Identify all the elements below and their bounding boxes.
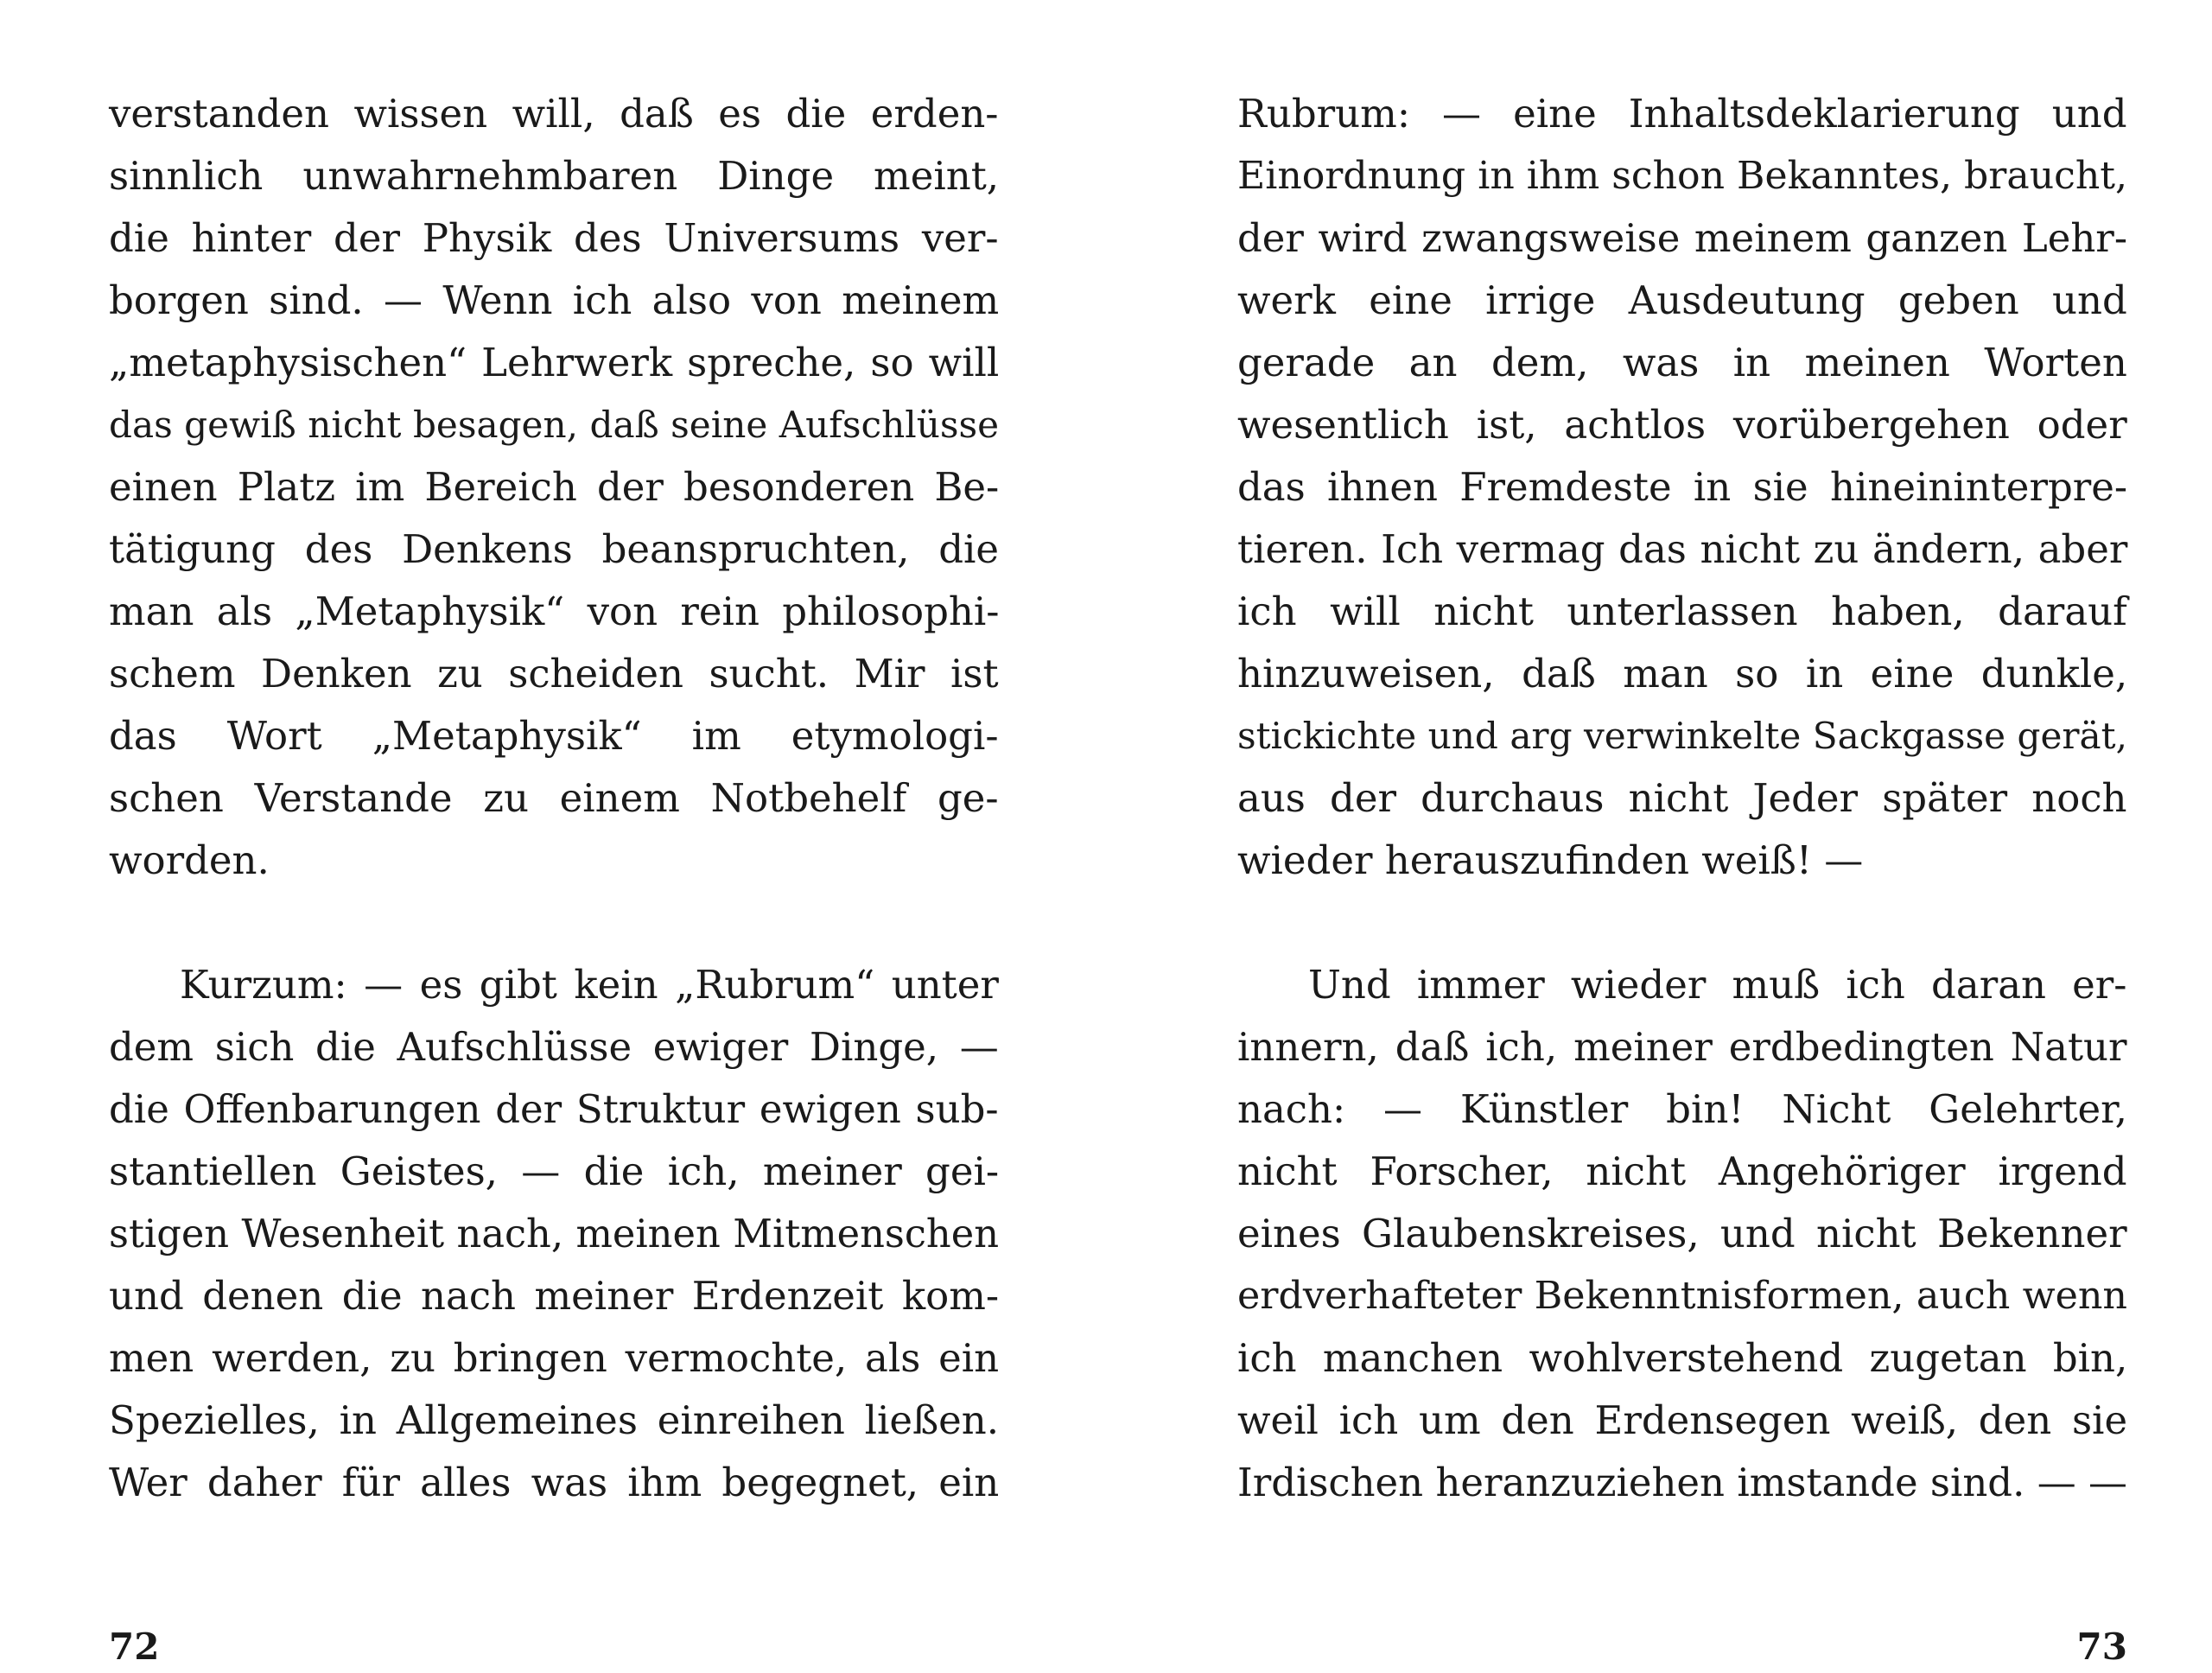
text-line: Einordnung in ihm schon Bekanntes, braucht, [1237,154,2127,198]
text-line: „metaphysischen“ Lehrwerk spreche, so will [109,340,1000,385]
text-line: wieder herauszufinden weiß! — [1237,837,1864,883]
left-paragraph-2 [109,954,999,1514]
text-line: werk eine irrige Ausdeutung geben und [1237,277,2127,323]
text-line: weil ich um den Erdensegen weiß, den sie [1237,1397,2128,1443]
page-number: 72 [109,1625,160,1668]
text-line: hinzuweisen, daß man so in eine dunkle, [1237,651,2128,697]
text-line: schen Verstande zu einem Notbehelf ge- [109,775,999,821]
right-page [1237,83,2128,1668]
text-line: schem Denken zu scheiden sucht. Mir ist [109,651,999,697]
text-line: ich will nicht unterlassen haben, darauf [1237,588,2127,634]
text-line: Wer daher für alles was ihm begegnet, ein [109,1460,1000,1505]
text-line: erdverhafteter Bekenntnisformen, auch wenn [1237,1274,2127,1318]
text-line: ich manchen wohlverstehend zugetan bin, [1237,1335,2128,1381]
text-line: das gewiß nicht besagen, daß seine Aufschlüsse [109,404,999,446]
text-line: stickichte und arg verwinkelte Sackgasse gerät, [1237,715,2127,757]
text-line: innern, daß ich, meiner erdbedingten Natur [1237,1024,2127,1070]
text-line: einen Platz im Bereich der besonderen Be- [109,464,1000,510]
left-paragraph-1 [109,83,999,892]
paragraph-gap [109,892,999,954]
text-line: das Wort „Metaphysik“ im etymologi- [109,713,999,759]
text-line: verstanden wissen will, daß es die erden- [109,91,999,137]
text-line: nicht Forscher, nicht Angehöriger irgend [1237,1148,2127,1194]
text-line: tieren. Ich vermag das nicht zu ändern, aber [1237,526,2128,572]
text-line: aus der durchaus nicht Jeder später noch [1237,775,2127,821]
paragraph-gap [1237,892,2127,954]
text-line: Und immer wieder muß ich daran er- [1308,962,2127,1008]
text-line: und denen die nach meiner Erdenzeit kom- [109,1273,1000,1319]
right-paragraph-2 [1237,954,2127,1514]
text-line: stantiellen Geistes, — die ich, meiner gei- [109,1148,1000,1194]
text-line: Rubrum: — eine Inhaltsdeklarierung und [1237,91,2127,137]
text-line: eines Glaubenskreises, und nicht Bekenner [1237,1211,2127,1256]
text-line: Irdischen heranzuziehen imstande sind. — — [1237,1460,2127,1505]
left-page [109,83,1000,1668]
text-line: gerade an dem, was in meinen Worten [1237,340,2127,385]
text-line: men werden, zu bringen vermochte, als ein [109,1335,1000,1381]
text-line: borgen sind. — Wenn ich also von meinem [109,277,1000,323]
text-line: wesentlich ist, achtlos vorübergehen oder [1237,402,2127,448]
text-line: worden. [109,837,270,883]
text-line: der wird zwangsweise meinem ganzen Lehr- [1237,215,2128,261]
text-line: Spezielles, in Allgemeines einreihen ließen. [109,1397,1000,1443]
text-line: nach: — Künstler bin! Nicht Gelehrter, [1237,1086,2127,1132]
text-line: das ihnen Fremdeste in sie hineininterpre- [1237,464,2128,510]
text-line: tätigung des Denkens beanspruchten, die [109,526,1000,572]
text-line: stigen Wesenheit nach, meinen Mitmenschen [109,1211,999,1256]
text-line: dem sich die Aufschlüsse ewiger Dinge, — [109,1024,999,1070]
text-line: Kurzum: — es gibt kein „Rubrum“ unter [180,962,999,1008]
right-paragraph-1 [1237,83,2127,892]
text-line: die hinter der Physik des Universums ver- [109,215,999,261]
text-line: sinnlich unwahrnehmbaren Dinge meint, [109,153,1000,199]
page-number: 73 [2076,1625,2127,1668]
text-line: man als „Metaphysik“ von rein philosophi- [109,588,1000,634]
text-line: die Offenbarungen der Struktur ewigen sub- [109,1086,999,1132]
